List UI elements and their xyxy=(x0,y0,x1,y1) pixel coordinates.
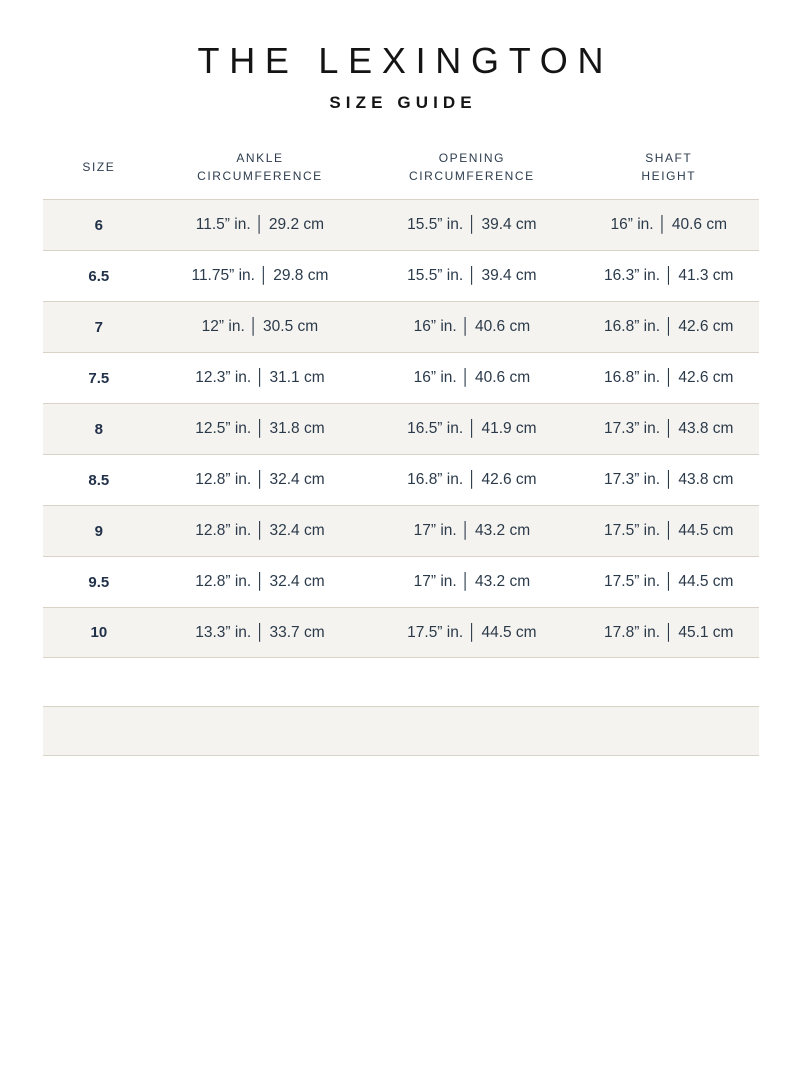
ankle-circumference-cell: 12.3” in. │ 31.1 cm xyxy=(195,369,325,386)
table-row xyxy=(43,250,759,301)
shaft-height-cell: 16.3” in. │ 41.3 cm xyxy=(604,267,734,284)
empty-table-row xyxy=(43,706,759,756)
size-cell: 10 xyxy=(90,624,108,641)
table-row xyxy=(43,301,759,352)
table-row xyxy=(43,403,759,454)
size-cell: 8 xyxy=(94,420,104,438)
size-cell: 7 xyxy=(94,318,104,336)
opening-circumference-cell: 16” in. │ 40.6 cm xyxy=(413,318,531,335)
table-row xyxy=(43,454,759,505)
ankle-circumference-cell: 12.8” in. │ 32.4 cm xyxy=(195,471,325,488)
page-subtitle: SIZE GUIDE xyxy=(329,93,477,112)
shaft-height-cell: 16” in. │ 40.6 cm xyxy=(610,216,728,233)
opening-circumference-cell: 17.5” in. │ 44.5 cm xyxy=(407,623,537,641)
opening-circumference-cell: 16.8” in. │ 42.6 cm xyxy=(407,471,537,488)
page-title: THE LEXINGTON xyxy=(197,40,614,81)
column-header-ankle-circumference: ANKLE CIRCUMFERENCE xyxy=(197,151,323,183)
column-header-shaft-height: SHAFT HEIGHT xyxy=(641,151,697,183)
shaft-height-cell: 16.8” in. │ 42.6 cm xyxy=(604,318,734,335)
column-header-size: SIZE xyxy=(82,160,116,174)
table-row xyxy=(43,199,759,250)
size-cell: 9 xyxy=(94,522,104,540)
table-row xyxy=(43,556,759,607)
shaft-height-cell: 17.3” in. │ 43.8 cm xyxy=(604,471,734,488)
size-cell: 8.5 xyxy=(88,471,110,489)
table-row xyxy=(43,607,759,658)
shaft-height-cell: 17.8” in. │ 45.1 cm xyxy=(604,623,734,641)
ankle-circumference-cell: 13.3” in. │ 33.7 cm xyxy=(195,623,325,641)
column-header-opening-circumference: OPENING CIRCUMFERENCE xyxy=(409,151,535,183)
ankle-circumference-cell: 12.8” in. │ 32.4 cm xyxy=(195,522,325,539)
ankle-circumference-cell: 12” in. │ 30.5 cm xyxy=(201,318,319,335)
opening-circumference-cell: 17” in. │ 43.2 cm xyxy=(413,522,531,539)
table-row xyxy=(43,505,759,556)
shaft-height-cell: 16.8” in. │ 42.6 cm xyxy=(604,369,734,386)
size-cell: 6 xyxy=(94,216,104,234)
shaft-height-cell: 17.5” in. │ 44.5 cm xyxy=(604,573,734,590)
shaft-height-cell: 17.5” in. │ 44.5 cm xyxy=(604,522,734,539)
opening-circumference-cell: 15.5” in. │ 39.4 cm xyxy=(407,216,537,233)
size-guide-table xyxy=(43,149,759,658)
ankle-circumference-cell: 12.8” in. │ 32.4 cm xyxy=(195,573,325,590)
size-cell: 9.5 xyxy=(88,573,110,591)
table-body xyxy=(43,199,759,658)
opening-circumference-cell: 16” in. │ 40.6 cm xyxy=(413,369,531,386)
size-cell: 7.5 xyxy=(88,369,110,387)
ankle-circumference-cell: 12.5” in. │ 31.8 cm xyxy=(195,420,325,437)
ankle-circumference-cell: 11.75” in. │ 29.8 cm xyxy=(191,267,329,284)
size-cell: 6.5 xyxy=(88,267,110,285)
opening-circumference-cell: 16.5” in. │ 41.9 cm xyxy=(407,420,537,437)
opening-circumference-cell: 17” in. │ 43.2 cm xyxy=(413,573,531,590)
ankle-circumference-cell: 11.5” in. │ 29.2 cm xyxy=(195,216,325,233)
opening-circumference-cell: 15.5” in. │ 39.4 cm xyxy=(407,267,537,284)
shaft-height-cell: 17.3” in. │ 43.8 cm xyxy=(604,420,734,437)
table-row xyxy=(43,352,759,403)
table-header-row xyxy=(43,149,759,199)
